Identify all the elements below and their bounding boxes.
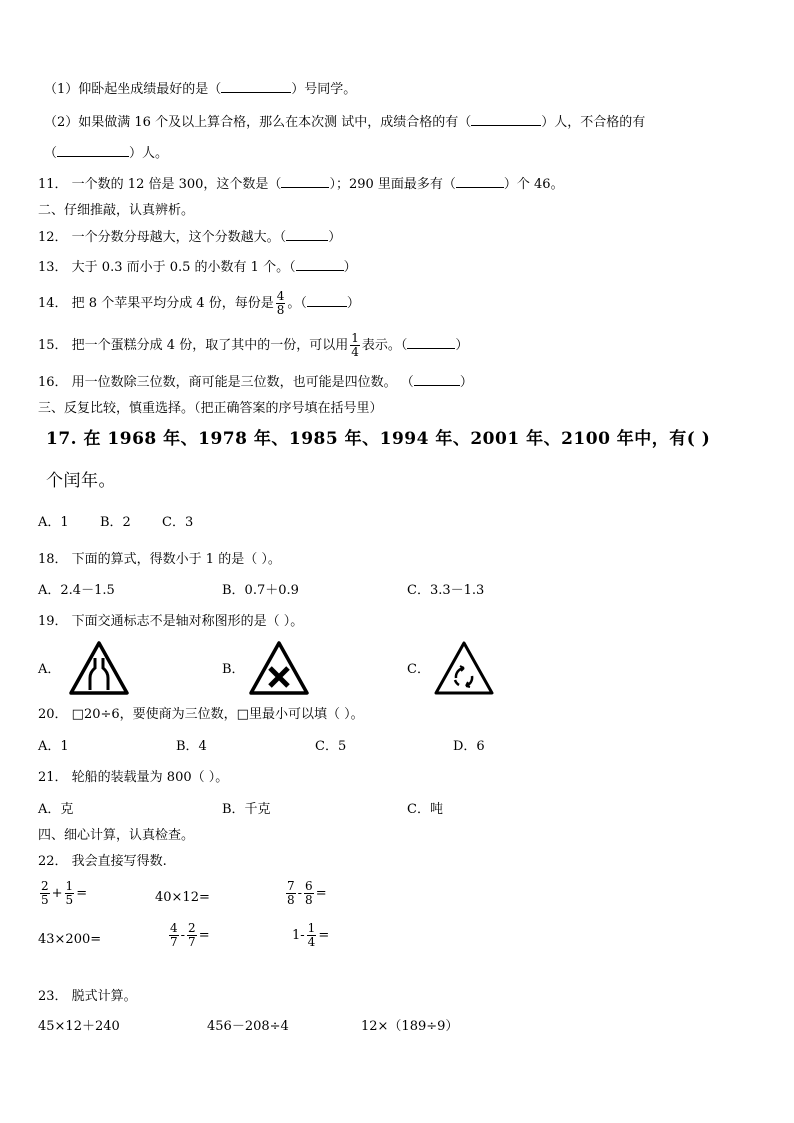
q23-expr-3: 12×（189÷9） (361, 1019, 459, 1034)
question-14: 14． 把 8 个苹果平均分成 4 份，每份是 $\frac{4}{8}$ 。（ ） (38, 289, 360, 317)
question-16: 16． 用一位数除三位数，商可能是三位数，也可能是四位数。 （ ） (38, 375, 473, 390)
answer-blank[interactable] (286, 240, 328, 241)
q20-option-b[interactable]: B．4 (176, 739, 207, 754)
section-2-heading: 二、仔细推敲，认真辨析。 (38, 203, 195, 218)
question-15: 15． 把一个蛋糕分成 4 份，取了其中的一份，可以用 $\frac{1}{4}$ 表示。（ ） (38, 331, 469, 359)
q19-option-b[interactable]: B． (222, 662, 245, 677)
answer-blank[interactable] (281, 187, 329, 188)
q17-option-c[interactable]: C．3 (162, 515, 194, 530)
q22-expr-2: 40×12= (155, 890, 210, 905)
x-warning-sign-icon (248, 640, 310, 696)
section-4-heading: 四、细心计算，认真检查。 (38, 828, 195, 843)
q22-expr-3: $\frac{7}{8}$ - $\frac{6}{8}$ = (287, 879, 327, 907)
q22-expr-5: $\frac{4}{7}$ - $\frac{2}{7}$ = (170, 921, 210, 949)
q22-expr-4: 43×200= (38, 932, 102, 947)
answer-blank[interactable] (471, 125, 541, 126)
question-11: 11． 一个数的 12 倍是 300，这个数是（ ）；290 里面最多有（ ）个 46。 (38, 177, 564, 192)
answer-blank[interactable] (307, 306, 347, 307)
q22-expr-1: $\frac{2}{5}$ + $\frac{1}{5}$ = (41, 879, 88, 907)
question-19: 19． 下面交通标志不是轴对称图形的是（ ）。 (38, 614, 304, 629)
q18-option-c[interactable]: C．3.3－1.3 (407, 583, 485, 598)
narrow-road-sign-icon (68, 640, 130, 696)
q10-part1: （1）仰卧起坐成绩最好的是（ ）号同学。 (44, 82, 357, 97)
q22-expr-6: 1- $\frac{1}{4}$ = (292, 921, 330, 949)
answer-blank[interactable] (407, 348, 455, 349)
q18-option-b[interactable]: B．0.7＋0.9 (222, 583, 299, 598)
fraction: $\frac{4}{8}$ (276, 289, 285, 317)
q20-option-d[interactable]: D．6 (453, 739, 485, 754)
answer-blank[interactable] (57, 156, 129, 157)
q18-option-a[interactable]: A．2.4－1.5 (38, 583, 115, 598)
question-18: 18． 下面的算式，得数小于 1 的是（ ）。 (38, 552, 281, 567)
question-23: 23． 脱式计算。 (38, 989, 137, 1004)
question-17-line1: 17. 在 1968 年、1978 年、1985 年、1994 年、2001 年、2100 年中，有( ) (46, 429, 711, 449)
q21-option-c[interactable]: C．吨 (407, 802, 443, 817)
answer-blank[interactable] (221, 92, 291, 93)
q10-part2: （2）如果做满 16 个及以上算合格，那么在本次测 试中，成绩合格的有（ ）人，不合格的有 (44, 115, 646, 130)
section-3-heading: 三、反复比较，慎重选择。（把正确答案的序号填在括号里） (38, 401, 383, 416)
answer-blank[interactable] (296, 270, 344, 271)
q23-expr-2: 456－208÷4 (207, 1019, 289, 1034)
q23-expr-1: 45×12＋240 (38, 1019, 120, 1034)
question-22: 22． 我会直接写得数. (38, 854, 167, 869)
fraction: $\frac{1}{4}$ (351, 331, 359, 359)
q20-option-a[interactable]: A．1 (38, 739, 69, 754)
question-12: 12． 一个分数分母越大，这个分数越大。（ ） (38, 230, 342, 245)
question-13: 13． 大于 0.3 而小于 0.5 的小数有 1 个。（ ） (38, 260, 357, 275)
q21-option-b[interactable]: B．千克 (222, 802, 271, 817)
question-20: 20． □20÷6，要使商为三位数，□里最小可以填（ ）。 (38, 707, 364, 722)
q21-option-a[interactable]: A．克 (38, 802, 74, 817)
question-17-line2: 个闰年。 (46, 471, 116, 491)
q17-option-b[interactable]: B．2 (100, 515, 131, 530)
roundabout-sign-icon (433, 640, 495, 696)
q17-option-a[interactable]: A．1 (38, 515, 69, 530)
q10-part3: （ ）人。 (44, 146, 169, 161)
q19-option-a[interactable]: A． (38, 662, 61, 677)
question-21: 21． 轮船的装载量为 800（ ）。 (38, 770, 229, 785)
q20-option-c[interactable]: C．5 (315, 739, 347, 754)
answer-blank[interactable] (456, 187, 504, 188)
q19-option-c[interactable]: C． (407, 662, 430, 677)
answer-blank[interactable] (414, 385, 460, 386)
